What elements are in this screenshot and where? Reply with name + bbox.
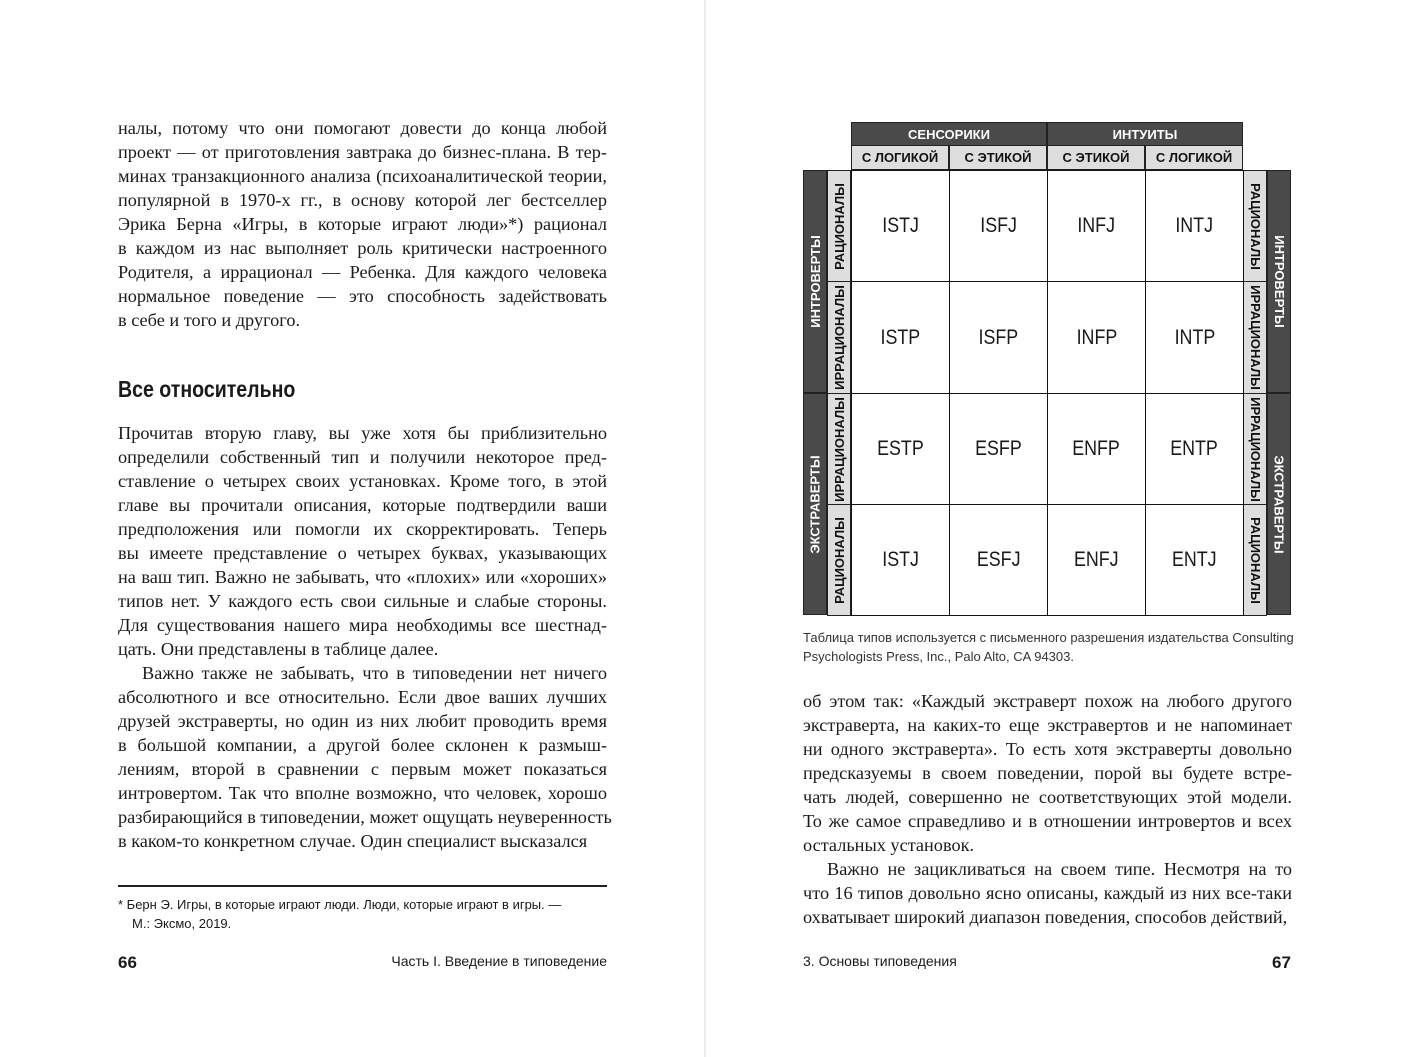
side-sub-left-label: ИРРАЦИОНАЛЫ — [831, 396, 847, 502]
text-line: абсолютного и все относительно. Если двое ваших лучших — [118, 687, 607, 707]
type-cell-label: ISFP — [978, 325, 1019, 349]
text-line: главе вы прочитали описания, которые подтвердили ваши — [118, 495, 607, 515]
type-cell-label: ENTP — [1170, 437, 1219, 460]
side-group-right — [1267, 393, 1291, 615]
table-caption — [803, 628, 1303, 666]
side-group-right-label: ЭКСТРАВЕРТЫ — [1271, 454, 1287, 554]
type-cell — [851, 393, 950, 505]
footnote — [118, 895, 607, 933]
side-sub-left-label: РАЦИОНАЛЫ — [831, 516, 847, 604]
type-cell — [949, 504, 1048, 616]
type-cell-label: ESFP — [975, 437, 1022, 460]
header-sub-label: С ЛОГИКОЙ — [861, 150, 939, 165]
header-group — [851, 122, 1047, 146]
side-group-left — [803, 170, 827, 393]
text-line: охватывает широкий диапазон поведения, способов действий, — [803, 907, 1288, 927]
text-line: в большой компании, а другой более склонен к размыш- — [118, 735, 607, 755]
side-sub-right-label: ИРРАЦИОНАЛЫ — [1247, 285, 1263, 390]
type-cell — [851, 170, 950, 282]
right-paragraph-1 — [803, 689, 1292, 857]
left-paragraph-2 — [118, 421, 607, 661]
text-line: остальных установок. — [803, 835, 975, 855]
type-cell-label: ESTP — [877, 437, 924, 460]
header-group-label: ИНТУИТЫ — [1112, 126, 1178, 142]
text-line: Важно также не забывать, что в типоведении нет ничего — [142, 663, 607, 683]
footnote-rule — [118, 885, 607, 887]
text-line: Для существования нашего мира необходимы все шестнад- — [118, 615, 607, 635]
side-group-left-label: ЭКСТРАВЕРТЫ — [807, 454, 823, 554]
footnote-line: * Берн Э. Игры, в которые играют люди. Люди, которые играют в игры. — — [118, 897, 562, 912]
text-line: ставление о четырех своих установках. Кроме того, в этой — [118, 471, 607, 491]
side-sub-left — [827, 170, 851, 282]
text-line: на ваш тип. Важно не забывать, что «плохих» или «хороших» — [118, 567, 607, 587]
text-line: Важно не зацикливаться на своем типе. Несмотря на то — [827, 859, 1292, 879]
type-cell — [1145, 170, 1244, 282]
header-sub-label: С ЭТИКОЙ — [964, 150, 1032, 165]
caption-line: Таблица типов используется с письменного разрешения издательства Consulting — [803, 630, 1294, 645]
type-cell-label: INFJ — [1077, 214, 1116, 237]
text-line: налы, потому что они помогают довести до конца любой — [118, 118, 607, 138]
type-cell-label: ISTJ — [882, 214, 919, 237]
running-footer-right: 3. Основы типоведения — [803, 953, 957, 969]
side-sub-left-label: ИРРАЦИОНАЛЫ — [831, 285, 847, 390]
type-cell-label: ISTJ — [882, 548, 919, 571]
text-line: в каком-то конкретном случае. Один специалист высказался — [118, 831, 588, 851]
text-line: нормальное поведение — это способность задействовать — [118, 286, 607, 306]
gutter — [704, 0, 706, 1057]
text-line: определили собственный тип и получили некоторое пред- — [118, 447, 607, 467]
type-cell — [1145, 504, 1244, 616]
text-line: Эрика Берна «Игры, в которые играют люди»*) рационал — [118, 214, 607, 234]
running-footer-left: Часть I. Введение в типоведение — [391, 953, 607, 969]
text-line: То же самое справедливо и в отношении интровертов и всех — [803, 811, 1292, 831]
section-heading: Все относительно — [118, 376, 296, 402]
header-sub-label: С ЭТИКОЙ — [1062, 150, 1130, 165]
text-line: об этом так: «Каждый экстраверт похож на любого другого — [803, 691, 1292, 711]
side-sub-right — [1243, 281, 1267, 394]
type-cell-label: ENFP — [1072, 437, 1121, 460]
type-cell-label: ISFJ — [980, 214, 1017, 237]
side-sub-right-label: РАЦИОНАЛЫ — [1247, 182, 1263, 270]
caption-line: Psychologists Press, Inc., Palo Alto, CA 94303. — [803, 649, 1074, 664]
text-line: друзей экстраверты, но один из них любит проводить время — [118, 711, 607, 731]
type-cell — [1047, 281, 1146, 394]
text-line: разбирающийся в типоведении, может ощущать неуверенность — [118, 807, 612, 827]
type-cell-label: ISTP — [880, 325, 921, 349]
left-paragraph-3 — [118, 661, 612, 853]
text-line: в каждом из нас выполняет роль критически настроенного — [118, 238, 607, 258]
text-line: в себе и того и другого. — [118, 310, 301, 330]
header-sub — [1145, 145, 1243, 170]
side-sub-right-label: РАЦИОНАЛЫ — [1247, 516, 1263, 604]
side-sub-left — [827, 393, 851, 505]
type-cell — [851, 504, 950, 616]
type-cell — [1047, 393, 1146, 505]
text-line: Прочитав вторую главу, вы уже хотя бы приблизительно — [118, 423, 607, 443]
type-cell — [851, 281, 950, 394]
text-line: Родителя, а иррационал — Ребенка. Для каждого человека — [118, 262, 607, 282]
text-line: типов нет. У каждого есть свои сильные и слабые стороны. — [118, 591, 607, 611]
type-cell-label: INTP — [1174, 325, 1215, 349]
text-line: экстраверта, на каких-то еще экстравертов и не напоминает — [803, 715, 1292, 735]
text-line: минах транзакционного анализа (психоаналитической теории, — [118, 166, 607, 186]
side-sub-right — [1243, 170, 1267, 282]
side-sub-right-label: ИРРАЦИОНАЛЫ — [1247, 396, 1263, 502]
left-paragraph-1 — [118, 116, 607, 332]
side-group-right-label: ИНТРОВЕРТЫ — [1271, 235, 1287, 328]
type-cell-label: ENFJ — [1074, 548, 1119, 571]
text-line: что 16 типов довольно ясно описаны, каждый из них все-таки — [803, 883, 1292, 903]
header-sub — [851, 145, 949, 170]
header-sub-label: С ЛОГИКОЙ — [1155, 150, 1233, 165]
text-line: лениям, второй в сравнении с первым может показаться — [118, 759, 607, 779]
side-group-right — [1267, 170, 1291, 393]
header-sub — [1047, 145, 1145, 170]
text-line: цать. Они представлены в таблице далее. — [118, 639, 439, 659]
side-sub-left — [827, 281, 851, 394]
header-sub — [949, 145, 1047, 170]
type-cell — [1047, 504, 1146, 616]
type-cell-label: INTJ — [1175, 214, 1214, 237]
text-line: вы имеете представление о четырех буквах, указывающих — [118, 543, 607, 563]
text-line: чать людей, совершенно не соответствующих этой модели. — [803, 787, 1292, 807]
right-paragraph-2 — [803, 857, 1292, 929]
header-group — [1047, 122, 1243, 146]
type-cell — [949, 170, 1048, 282]
type-cell-label: ESFJ — [976, 548, 1021, 571]
page-number-right: 67 — [1272, 953, 1291, 972]
type-cell — [1145, 281, 1244, 394]
text-line: предсказуемы в своем поведении, порой вы будете встре- — [803, 763, 1292, 783]
text-line: популярной в 1970-х гг., в основу которой лег бестселлер — [118, 190, 607, 210]
side-sub-left-label: РАЦИОНАЛЫ — [831, 182, 847, 270]
side-group-left-label: ИНТРОВЕРТЫ — [807, 235, 823, 328]
type-cell-label: ENTJ — [1172, 548, 1217, 571]
page-number-left: 66 — [118, 953, 137, 972]
header-group-label: СЕНСОРИКИ — [908, 126, 990, 142]
text-line: предположения или помогли их скорректировать. Теперь — [118, 519, 607, 539]
side-sub-right — [1243, 393, 1267, 505]
type-cell — [949, 393, 1048, 505]
type-cell — [1145, 393, 1244, 505]
type-cell-label: INFP — [1076, 325, 1117, 349]
text-line: ни одного экстраверта». То есть хотя экстраверты довольно — [803, 739, 1292, 759]
text-line: проект — от приготовления завтрака до бизнес-плана. В тер- — [118, 142, 607, 162]
side-group-left — [803, 393, 827, 615]
text-line: интровертом. Так что вполне возможно, что человек, хорошо — [118, 783, 607, 803]
type-cell — [949, 281, 1048, 394]
side-sub-left — [827, 504, 851, 616]
type-cell — [1047, 170, 1146, 282]
footnote-line: М.: Эксмо, 2019. — [132, 916, 232, 931]
side-sub-right — [1243, 504, 1267, 616]
